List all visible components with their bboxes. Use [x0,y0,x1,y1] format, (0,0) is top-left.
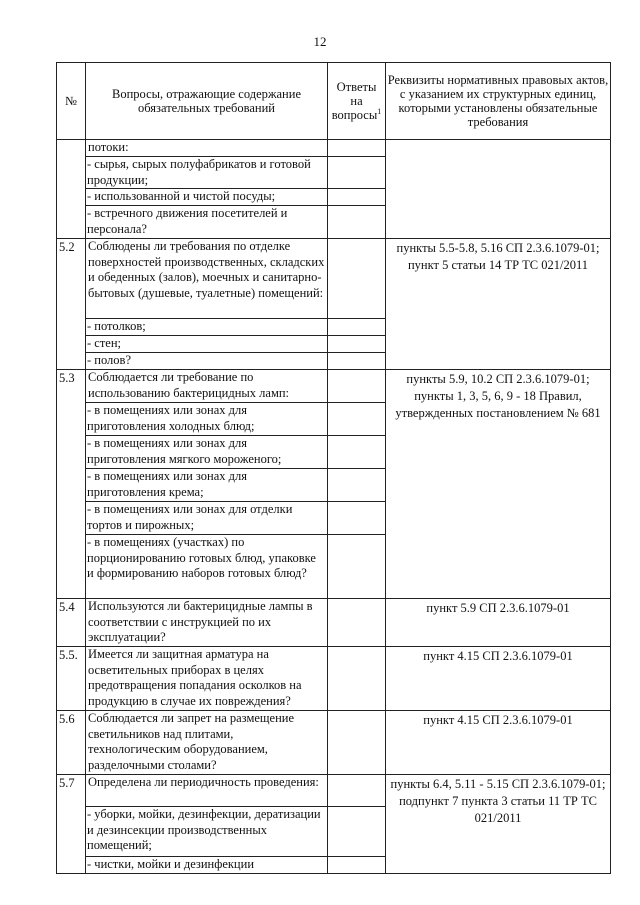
page-number: 12 [313,34,327,49]
table-row [57,140,611,157]
answer-cell[interactable] [328,403,386,436]
answer-cell[interactable] [328,502,386,535]
row-number: 5.6 [57,711,86,775]
requisites-cell: пункты 5.5-5.8, 5.16 СП 2.3.6.1079-01; пункт 5 статьи 14 ТР ТС 021/2011 [386,239,611,370]
answer-cell[interactable] [328,711,386,775]
answer-cell[interactable] [328,140,386,157]
header-answers-line3: вопросы [331,108,378,122]
table-row [57,647,611,711]
answer-cell[interactable] [328,319,386,336]
answer-cell[interactable] [328,599,386,647]
requisites-cell: пункт 5.9 СП 2.3.6.1079-01 [386,599,611,647]
header-requisites: Реквизиты нормативных правовых актов, с указанием их структурных единиц, которыми установлены обязательные требования [386,63,611,140]
header-num: № [57,63,86,140]
footnote-mark: 1 [377,106,382,116]
row-number: 5.4 [57,599,86,647]
requisites-cell: пункт 4.15 СП 2.3.6.1079-01 [386,711,611,775]
header-answers-line1: Ответы [336,80,377,94]
answer-cell[interactable] [328,353,386,370]
answer-cell[interactable] [328,336,386,353]
requirements-table [56,62,611,874]
question-cell: - в помещениях или зонах для приготовления мягкого мороженого; [86,436,328,469]
answer-cell[interactable] [328,157,386,189]
header-questions: Вопросы, отражающие содержание обязательных требований [86,63,328,140]
answer-cell[interactable] [328,535,386,599]
table-row [57,711,611,775]
question-cell: - стен; [86,336,328,353]
question-cell: Используются ли бактерицидные лампы в соответствии с инструкцией по их эксплуатации? [86,599,328,647]
answer-cell[interactable] [328,469,386,502]
question-cell: потоки: [86,140,328,157]
table-row [57,775,611,807]
row-number: 5.3 [57,370,86,599]
header-answers [328,63,386,140]
row-number [57,140,86,239]
question-cell: - полов? [86,353,328,370]
question-cell: Определена ли периодичность проведения: [86,775,328,807]
answer-cell[interactable] [328,807,386,857]
answer-cell[interactable] [328,206,386,239]
requisites-cell: пункт 4.15 СП 2.3.6.1079-01 [386,647,611,711]
question-cell: Имеется ли защитная арматура на осветительных приборах в целях предотвращения попадания осколков на продукцию в случае их повреждения? [86,647,328,711]
answer-cell[interactable] [328,436,386,469]
answer-cell[interactable] [328,189,386,206]
answer-cell[interactable] [328,775,386,807]
answer-cell[interactable] [328,647,386,711]
answer-cell[interactable] [328,370,386,403]
question-cell: - уборки, мойки, дезинфекции, дератизации и дезинсекции производственных помещений; [86,807,328,857]
row-number: 5.5. [57,647,86,711]
table-row [57,239,611,319]
question-cell: - сырья, сырых полуфабрикатов и готовой продукции; [86,157,328,189]
requisites-cell [386,140,611,239]
requisites-cell: пункты 6.4, 5.11 - 5.15 СП 2.3.6.1079-01; подпункт 7 пункта 3 статьи 11 ТР ТС 021/2011 [386,775,611,874]
table-row [57,599,611,647]
question-cell: - в помещениях или зонах для приготовления крема; [86,469,328,502]
answer-cell[interactable] [328,239,386,319]
table-row [57,370,611,403]
table-header-row [57,63,611,140]
requisites-cell: пункты 5.9, 10.2 СП 2.3.6.1079-01; пункты 1, 3, 5, 6, 9 - 18 Правил, утвержденных постановлением № 681 [386,370,611,599]
row-number: 5.2 [57,239,86,370]
question-cell: - использованной и чистой посуды; [86,189,328,206]
question-cell: - в помещениях (участках) по порционированию готовых блюд, упаковке и формированию наборов готовых блюд? [86,535,328,599]
answer-cell[interactable] [328,857,386,874]
question-cell: Соблюдается ли требование по использованию бактерицидных ламп: [86,370,328,403]
question-cell: - потолков; [86,319,328,336]
question-cell: - встречного движения посетителей и персонала? [86,206,328,239]
header-answers-line2: на [350,94,363,108]
question-cell: - в помещениях или зонах для приготовления холодных блюд; [86,403,328,436]
question-cell: Соблюдается ли запрет на размещение светильников над плитами, технологическим оборудованием, разделочными столами? [86,711,328,775]
question-cell: - чистки, мойки и дезинфекции [86,857,328,874]
question-cell: - в помещениях или зонах для отделки тортов и пирожных; [86,502,328,535]
question-cell: Соблюдены ли требования по отделке поверхностей производственных, складских и обеденных (залов), моечных и санитарно-бытовых (душевые, туалетные) помещений: [86,239,328,319]
row-number: 5.7 [57,775,86,874]
